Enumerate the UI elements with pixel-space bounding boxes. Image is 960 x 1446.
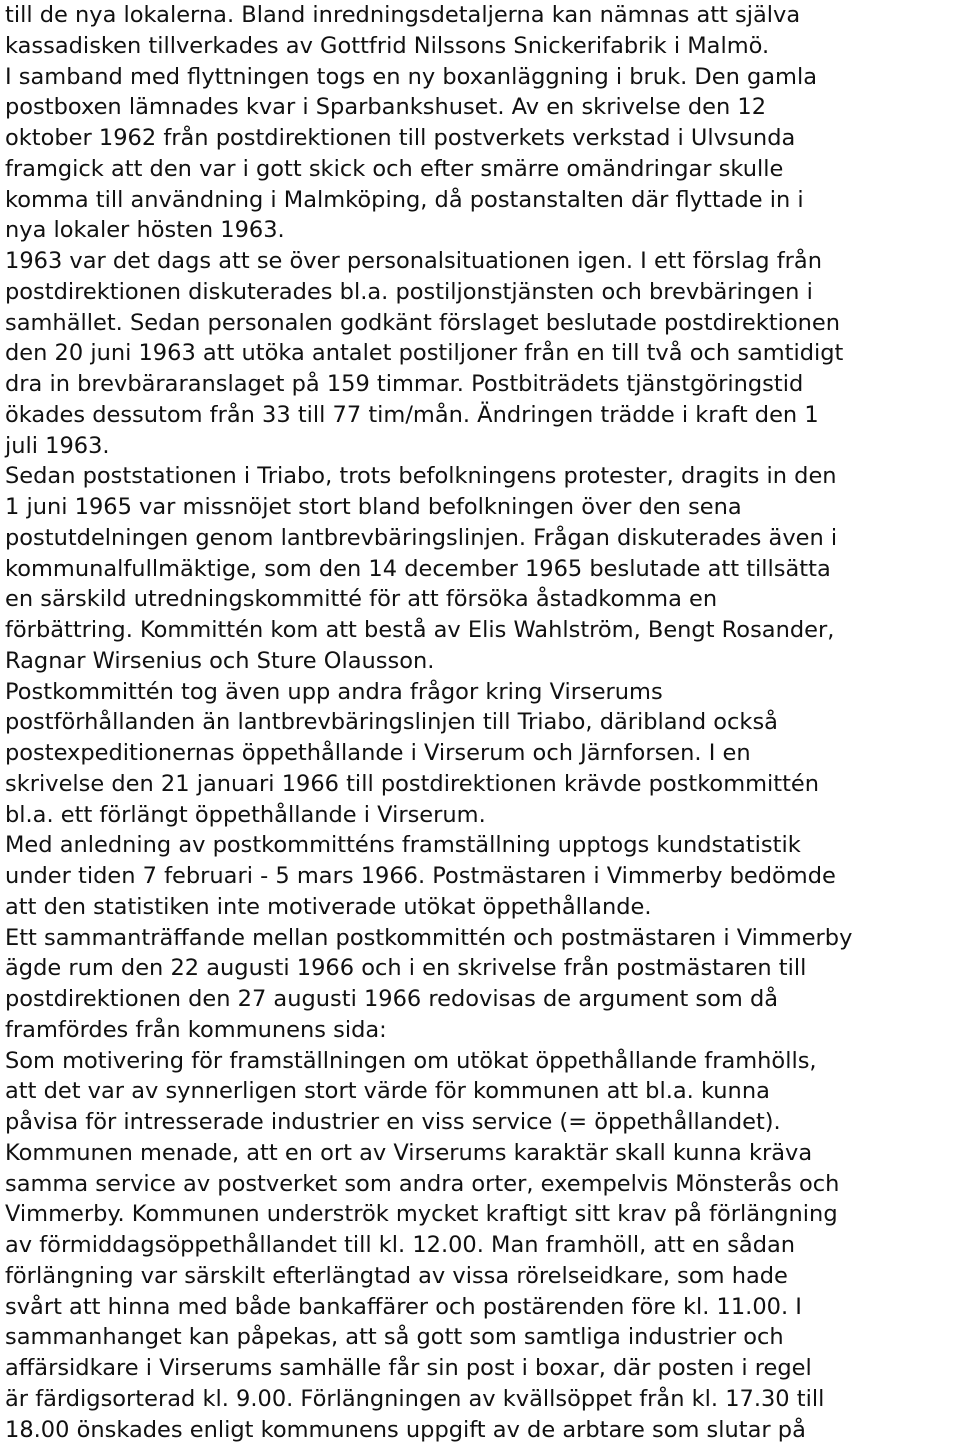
- text-line: oktober 1962 från postdirektionen till postverkets verkstad i Ulvsunda: [5, 125, 796, 151]
- text-line: komma till användning i Malmköping, då postanstalten där flyttade in i: [5, 186, 804, 213]
- text-line: postutdelningen genom lantbrevbäringslinjen. Frågan diskuterades även i: [5, 524, 838, 551]
- text-line: kassadisken tillverkades av Gottfrid Nilssons Snickerifabrik i Malmö.: [5, 32, 770, 59]
- text-line: I samband med flyttningen togs en ny boxanläggning i bruk. Den gamla: [5, 63, 818, 90]
- text-line: postdirektionen diskuterades bl.a. postiljonstjänsten och brevbäringen i: [5, 278, 813, 305]
- text-line: Vimmerby. Kommunen underströk mycket kraftigt sitt krav på förlängning: [5, 1201, 838, 1228]
- text-line: Ragnar Wirsenius och Sture Olausson.: [5, 647, 435, 674]
- text-line: Kommunen menade, att en ort av Virserums karaktär skall kunna kräva: [5, 1139, 813, 1166]
- text-line: Som motivering för framställningen om utökat öppethållande framhölls,: [5, 1047, 817, 1074]
- text-line: samma service av postverket som andra orter, exempelvis Mönsterås och: [5, 1170, 840, 1197]
- text-line: juli 1963.: [5, 432, 110, 459]
- text-line: Med anledning av postkommitténs framställning upptogs kundstatistik: [5, 832, 801, 859]
- text-line: förlängning var särskilt efterlängtad av vissa rörelseidkare, som hade: [5, 1262, 788, 1289]
- text-line: ägde rum den 22 augusti 1966 och i en skrivelse från postmästaren till: [5, 955, 807, 982]
- text-line: är färdigsorterad kl. 9.00. Förlängningen av kvällsöppet från kl. 17.30 till: [5, 1385, 825, 1412]
- text-line: påvisa för intresserade industrier en viss service (= öppethållandet).: [5, 1109, 781, 1135]
- text-line: av förmiddagsöppethållandet till kl. 12.00. Man framhöll, att en sådan: [5, 1232, 796, 1258]
- text-line: till de nya lokalerna. Bland inredningsdetaljerna kan nämnas att själva: [5, 2, 801, 28]
- text-line: den 20 juni 1963 att utöka antalet postiljoner från en till två och samtidigt: [5, 340, 844, 367]
- text-line: en särskild utredningskommitté för att försöka åstadkomma en: [5, 586, 718, 613]
- text-line: under tiden 7 februari - 5 mars 1966. Postmästaren i Vimmerby bedömde: [5, 863, 836, 889]
- text-line: 18.00 önskades enligt kommunens uppgift av de arbtare som slutar på: [5, 1416, 806, 1443]
- text-line: dra in brevbäraranslaget på 159 timmar. Postbiträdets tjänstgöringstid: [5, 371, 804, 397]
- text-line: att den statistiken inte motiverade utökat öppethållande.: [5, 893, 652, 920]
- text-line: postexpeditionernas öppethållande i Virserum och Järnforsen. I en: [5, 740, 751, 766]
- text-line: ökades dessutom från 33 till 77 tim/mån. Ändringen trädde i kraft den 1: [5, 401, 819, 428]
- text-line: Ett sammanträffande mellan postkommittén och postmästaren i Vimmerby: [5, 924, 853, 951]
- text-line: Sedan poststationen i Triabo, trots befolkningens protester, dragits in den: [5, 463, 837, 490]
- text-line: postdirektionen den 27 augusti 1966 redovisas de argument som då: [5, 986, 779, 1012]
- text-line: sammanhanget kan påpekas, att så gott som samtliga industrier och: [5, 1324, 784, 1351]
- text-line: kommunalfullmäktige, som den 14 december 1965 beslutade att tillsätta: [5, 555, 831, 582]
- text-line: bl.a. ett förlängt öppethållande i Virserum.: [5, 801, 486, 828]
- text-line: skrivelse den 21 januari 1966 till postdirektionen krävde postkommittén: [5, 770, 820, 797]
- text-line: affärsidkare i Virserums samhälle får sin post i boxar, där posten i regel: [5, 1355, 812, 1381]
- text-line: framfördes från kommunens sida:: [5, 1016, 387, 1043]
- text-line: samhället. Sedan personalen godkänt förslaget beslutade postdirektionen: [5, 309, 840, 336]
- text-line: framgick att den var i gott skick och efter smärre omändringar skulle: [5, 155, 784, 182]
- text-line: 1 juni 1965 var missnöjet stort bland befolkningen över den sena: [5, 494, 742, 520]
- text-line: Postkommittén tog även upp andra frågor kring Virserums: [5, 678, 663, 705]
- text-line: postboxen lämnades kvar i Sparbankshuset. Av en skrivelse den 12: [5, 94, 767, 121]
- text-line: nya lokaler hösten 1963.: [5, 217, 285, 244]
- text-line: att det var av synnerligen stort värde för kommunen att bl.a. kunna: [5, 1078, 770, 1105]
- text-line: svårt att hinna med både bankaffärer och postärenden före kl. 11.00. I: [5, 1293, 802, 1320]
- text-line: postförhållanden än lantbrevbäringslinjen till Triabo, däribland också: [5, 709, 778, 736]
- text-line: 1963 var det dags att se över personalsituationen igen. I ett förslag från: [5, 248, 822, 274]
- text-line: förbättring. Kommittén kom att bestå av Elis Wahlström, Bengt Rosander,: [5, 617, 835, 643]
